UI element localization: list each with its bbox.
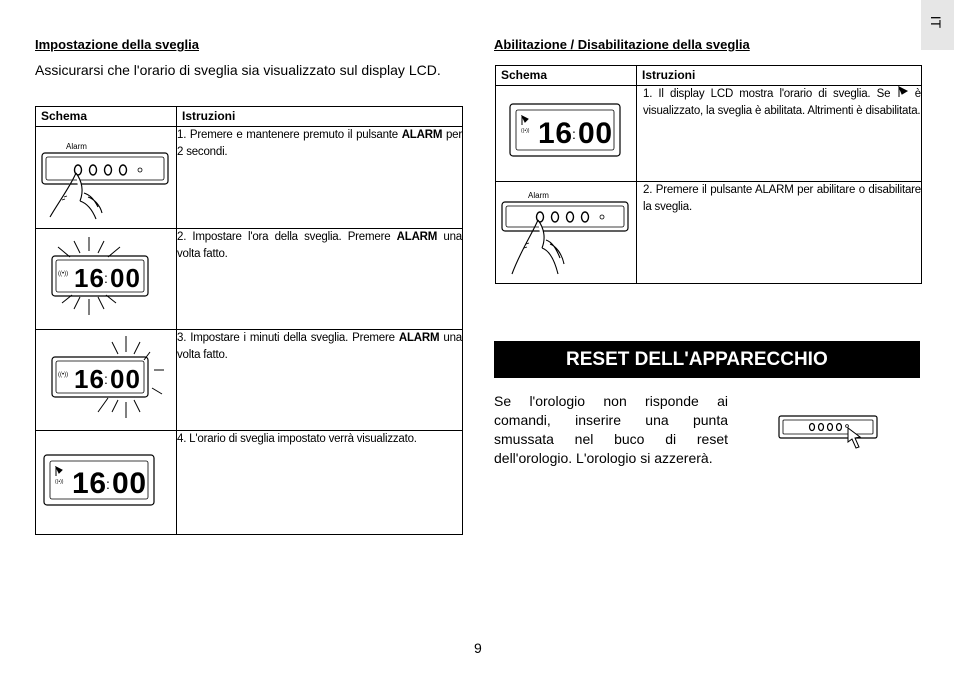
section-title-alarm-setting: Impostazione della sveglia [35,37,199,52]
instruction-text: 3. Impostare i minuti della sveglia. Premere [177,332,399,344]
section-intro: Assicurarsi che l'orario di sveglia sia visualizzato sul display LCD. [35,62,441,78]
instruction-cell [177,127,463,229]
svg-text:((•)): ((•)) [58,271,69,277]
page-number: 9 [474,640,482,656]
lcd-minutes: 00 [112,467,146,500]
lcd-hours: 16 [538,117,572,150]
instruction-cell [637,86,922,182]
alarm-toggle-table [495,65,922,284]
svg-text::: : [106,476,110,492]
reset-hole-figure [778,414,880,454]
table-row [36,127,463,229]
language-tab [921,0,954,50]
table-row [36,330,463,431]
instruction-text: 2. Premere il pulsante ALARM per abilitare o disabilitare la sveglia. [643,184,921,213]
instruction-cell [177,229,463,330]
figure-cell [36,330,177,431]
table-row [496,86,922,182]
svg-text:((•)): ((•)) [55,479,64,485]
figure-cell [36,229,177,330]
alarm-button-press-figure [496,182,636,278]
schema-header: Schema [496,66,637,86]
instruction-text: 1. Premere e mantenere premuto il pulsante [177,129,402,141]
figure-cell [36,127,177,229]
section-title-alarm-toggle: Abilitazione / Disabilitazione della sveglia [494,37,750,52]
instructions-header: Istruzioni [177,107,463,127]
lcd-minutes-flashing-figure [36,330,176,425]
instruction-text-end: è visualizzato, la sveglia è abilitata. Altrimenti è disabilitata. [643,88,921,117]
lcd-minutes: 00 [110,263,140,293]
lcd-hour-flashing-figure [36,229,176,324]
alarm-bell-icon [897,86,909,98]
reset-section-banner: RESET DELL'APPARECCHIO [494,341,920,378]
instruction-text-end: una volta fatto. [177,332,462,361]
lcd-minutes: 00 [578,117,612,150]
table-row [36,431,463,535]
instruction-cell [177,431,463,535]
instruction-text-end: per 2 secondi. [177,129,462,158]
lcd-hours: 16 [74,364,104,394]
schema-header: Schema [36,107,177,127]
instruction-text: 2. Impostare l'ora della sveglia. Premere [177,231,397,243]
figure-cell [496,182,637,284]
reset-instructions: Se l'orologio non risponde ai comandi, inserire una punta smussata nel buco di reset dell'orologio. L'orologio si azzererà. [494,393,728,466]
alarm-setting-table [35,106,463,535]
svg-text::: : [104,270,108,286]
instruction-cell [637,182,922,284]
instruction-text: 4. L'orario di sveglia impostato verrà visualizzato. [177,433,417,445]
alarm-button-press-figure [36,127,176,223]
alarm-keyword: ALARM [401,129,443,141]
instruction-text: 1. Il display LCD mostra l'orario di sveglia. Se [643,88,897,100]
table-row [36,229,463,330]
lcd-alarm-enabled-figure [496,86,636,176]
lcd-hours: 16 [72,467,106,500]
lcd-alarm-set-figure [36,431,176,529]
alarm-keyword: ALARM [396,231,438,243]
alarm-label: Alarm [528,191,549,200]
svg-text:((•)): ((•)) [521,128,530,134]
language-tab-label: IT [928,15,945,29]
lcd-hours: 16 [74,263,104,293]
instruction-text-end: una volta fatto. [177,231,462,260]
table-row [496,182,922,284]
svg-text::: : [104,371,108,387]
lcd-minutes: 00 [110,364,140,394]
svg-text:((•)): ((•)) [58,372,69,378]
figure-cell [496,86,637,182]
instruction-cell [177,330,463,431]
instructions-header: Istruzioni [637,66,922,86]
figure-cell [36,431,177,535]
alarm-keyword: ALARM [398,332,440,344]
alarm-label: Alarm [66,142,87,151]
svg-text::: : [572,126,576,142]
